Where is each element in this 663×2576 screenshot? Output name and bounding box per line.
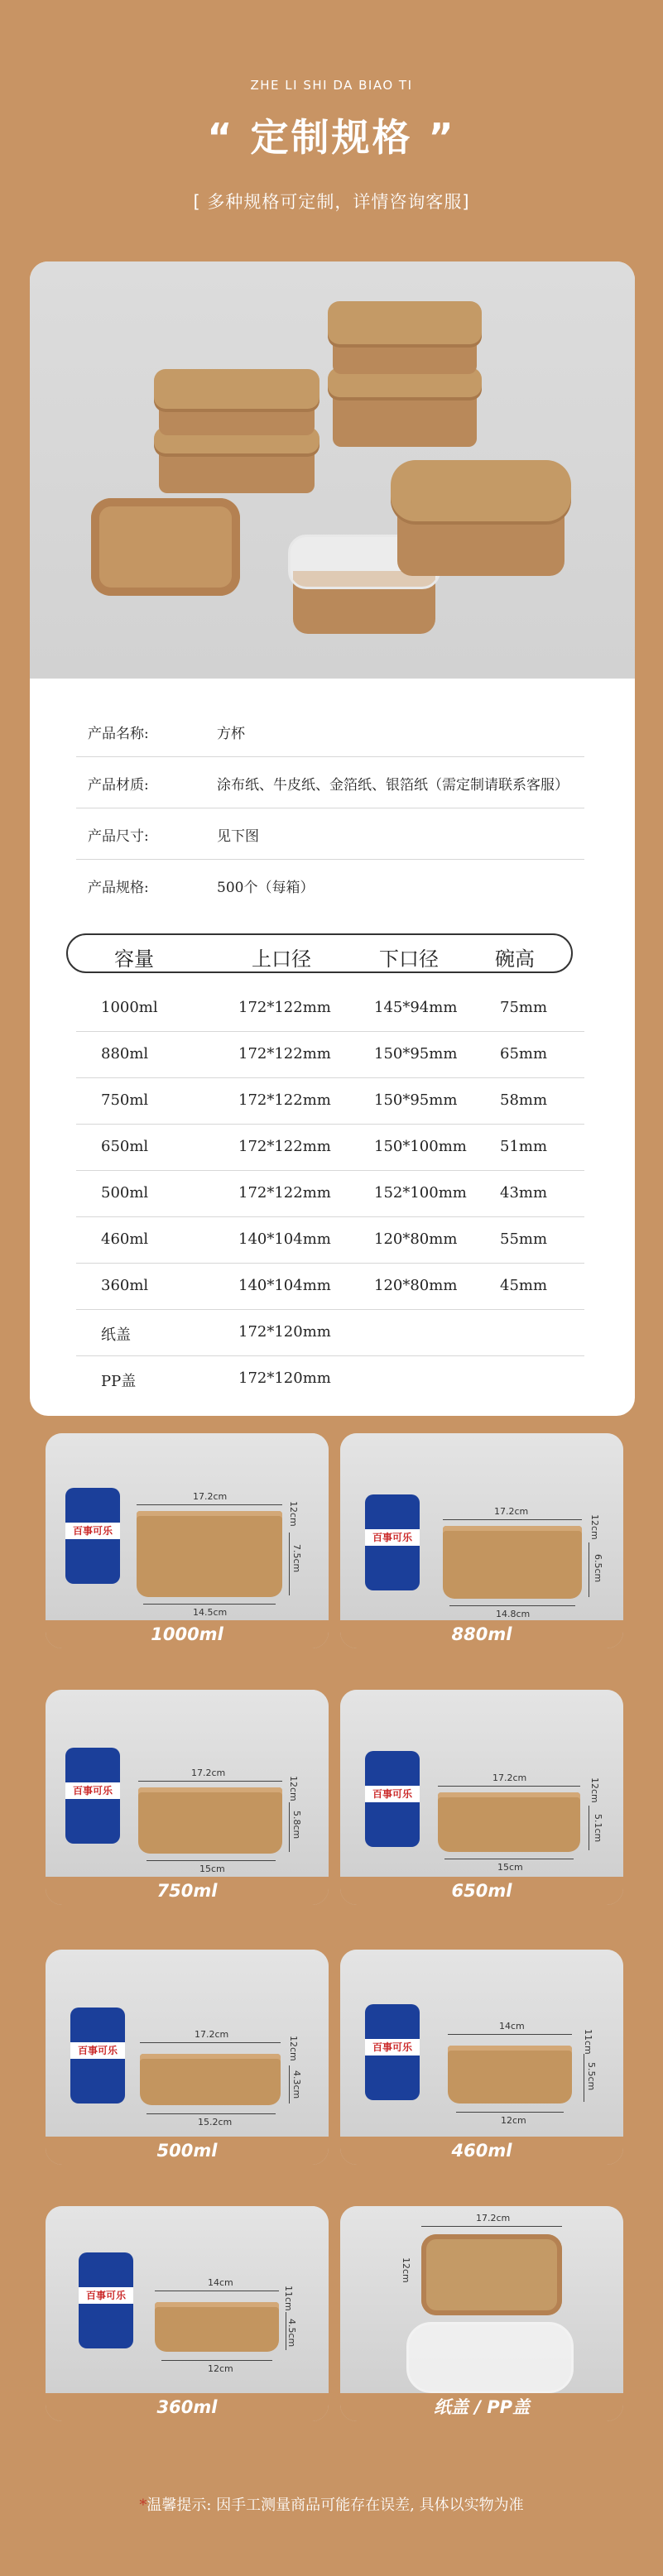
info-label: 产品尺寸:: [88, 828, 149, 845]
cell-height: 58mm: [500, 1091, 548, 1109]
header-pinyin: ZHE LI SHI DA BIAO TI: [250, 78, 413, 93]
cell-bottom: 150*95mm: [374, 1045, 458, 1063]
dim-height: 4.5cm: [286, 2319, 297, 2348]
soda-can-icon: 百事可乐: [365, 2004, 420, 2100]
size-caption: 360ml: [46, 2393, 329, 2421]
info-value: 方杯: [217, 726, 245, 742]
size-photo-460ml: [340, 1950, 623, 2165]
dim-bottom: 12cm: [501, 2115, 526, 2126]
info-value: 见下图: [217, 828, 259, 845]
size-photo-lids: [340, 2206, 623, 2421]
notice-text: 因手工测量商品可能存在误差, 具体以实物为准: [216, 2497, 524, 2514]
dim-height: 5.5cm: [586, 2062, 597, 2091]
page-title: “ 定制规格 ”: [207, 115, 456, 160]
cell-top: 172*122mm: [238, 1045, 331, 1063]
soda-can-icon: 百事可乐: [65, 1748, 120, 1844]
paper-lid: [421, 2234, 562, 2315]
info-label: 产品材质:: [88, 777, 149, 794]
cell-height: 43mm: [500, 1184, 548, 1202]
dim-height: 5.1cm: [593, 1814, 603, 1843]
dim-depth: 11cm: [283, 2286, 294, 2311]
dim-height: 4.3cm: [291, 2070, 302, 2099]
cell-capacity: 1000ml: [101, 999, 158, 1016]
notice-star: *: [139, 2497, 147, 2514]
cell-height: 55mm: [500, 1230, 548, 1248]
cell-top: 172*122mm: [238, 1184, 331, 1202]
size-photo-500ml: [46, 1950, 329, 2165]
info-value: 500个（每箱）: [217, 880, 315, 896]
kraft-tub: [138, 1787, 282, 1854]
dim-depth: 11cm: [583, 2029, 593, 2055]
cell-bottom: 145*94mm: [374, 999, 458, 1016]
col-top-diameter: 上口径: [252, 947, 311, 971]
size-caption: 460ml: [340, 2137, 623, 2165]
dim-depth: 12cm: [288, 1501, 299, 1527]
col-capacity: 容量: [114, 947, 154, 971]
cell-capacity: 750ml: [101, 1091, 149, 1109]
cell-top: 172*122mm: [238, 1091, 331, 1109]
table-row: [76, 985, 584, 1032]
cell-bottom: 150*100mm: [374, 1138, 467, 1155]
table-row: [76, 1031, 584, 1078]
cell-top: 172*122mm: [238, 1138, 331, 1155]
table-row: [76, 1077, 584, 1125]
dim-top: 17.2cm: [193, 1491, 228, 1502]
kraft-tub: [443, 1526, 582, 1599]
dim-bottom: 12cm: [208, 2363, 233, 2374]
soda-can-icon: 百事可乐: [70, 2008, 125, 2103]
size-caption: 纸盖 / PP盖: [340, 2393, 623, 2421]
kraft-box-open: [91, 498, 240, 596]
cell-bottom: 120*80mm: [374, 1277, 458, 1294]
dim-height: 7.5cm: [291, 1544, 302, 1573]
info-row-name: [76, 705, 584, 757]
footer-notice: [0, 2493, 663, 2515]
dim-depth: 12cm: [288, 2036, 299, 2061]
table-row: [76, 1124, 584, 1171]
cell-bottom: 152*100mm: [374, 1184, 467, 1202]
cell-top: 172*120mm: [238, 1323, 331, 1341]
dim-top: 14cm: [208, 2277, 233, 2288]
pp-lid: [406, 2322, 574, 2393]
cell-capacity: 纸盖: [101, 1326, 131, 1344]
info-row-spec: [76, 859, 584, 910]
cell-top: 172*120mm: [238, 1370, 331, 1387]
kraft-box-stack-right: [328, 301, 482, 458]
cell-height: 75mm: [500, 999, 548, 1016]
table-row: [76, 1216, 584, 1264]
header-tagline: [ 多种规格可定制，详情咨询客服]: [193, 192, 470, 212]
info-label: 产品规格:: [88, 880, 149, 896]
soda-can-icon: 百事可乐: [65, 1488, 120, 1584]
table-row: [76, 1170, 584, 1217]
soda-can-icon: 百事可乐: [79, 2252, 133, 2348]
kraft-box-stack-left: [154, 369, 319, 510]
kraft-tub: [140, 2054, 281, 2105]
dim-depth: 12cm: [589, 1514, 600, 1540]
cell-bottom: 120*80mm: [374, 1230, 458, 1248]
cell-height: 45mm: [500, 1277, 548, 1294]
dim-bottom: 14.8cm: [496, 1609, 531, 1619]
col-height: 碗高: [495, 947, 535, 971]
dim-height: 6.5cm: [593, 1554, 603, 1583]
info-value: 涂布纸、牛皮纸、金箔纸、银箔纸（需定制请联系客服）: [217, 777, 569, 794]
kraft-tub: [438, 1792, 580, 1852]
size-photo-650ml: [340, 1690, 623, 1905]
table-row: [76, 1263, 584, 1310]
size-caption: 880ml: [340, 1620, 623, 1648]
size-caption: 750ml: [46, 1877, 329, 1905]
kraft-tub: [137, 1511, 282, 1597]
dim-top: 17.2cm: [494, 1506, 529, 1517]
kraft-tub: [155, 2302, 279, 2352]
cell-capacity: PP盖: [101, 1373, 137, 1390]
dim-depth: 12cm: [589, 1777, 600, 1803]
dim-top: 17.2cm: [191, 1768, 226, 1778]
product-hero-photo: [30, 261, 635, 679]
info-row-size: [76, 808, 584, 860]
notice-prefix: 温馨提示:: [147, 2497, 212, 2514]
cell-bottom: 150*95mm: [374, 1091, 458, 1109]
dim-depth: 12cm: [288, 1776, 299, 1801]
dim-top: 17.2cm: [492, 1772, 527, 1783]
cell-height: 65mm: [500, 1045, 548, 1063]
info-label: 产品名称:: [88, 726, 149, 742]
table-row: [76, 1309, 584, 1356]
col-bottom-diameter: 下口径: [379, 947, 439, 971]
dim-depth: 12cm: [401, 2257, 411, 2283]
cell-capacity: 360ml: [101, 1277, 149, 1294]
table-row: [76, 1355, 584, 1402]
dim-bottom: 14.5cm: [193, 1607, 228, 1618]
size-caption: 1000ml: [46, 1620, 329, 1648]
spec-table-header: [66, 933, 573, 973]
cell-top: 172*122mm: [238, 999, 331, 1016]
cell-capacity: 500ml: [101, 1184, 149, 1202]
soda-can-icon: 百事可乐: [365, 1751, 420, 1847]
size-photo-1000ml: [46, 1433, 329, 1648]
size-photo-880ml: [340, 1433, 623, 1648]
kraft-box-lidded-single: [391, 460, 571, 584]
dim-top: 14cm: [499, 2021, 525, 2032]
cell-capacity: 650ml: [101, 1138, 149, 1155]
cell-height: 51mm: [500, 1138, 548, 1155]
info-row-material: [76, 756, 584, 808]
cell-capacity: 880ml: [101, 1045, 149, 1063]
dim-height: 5.8cm: [291, 1811, 302, 1840]
cell-capacity: 460ml: [101, 1230, 149, 1248]
dim-bottom: 15cm: [199, 1864, 225, 1874]
dim-bottom: 15.2cm: [198, 2117, 233, 2127]
kraft-tub: [448, 2046, 572, 2103]
cell-top: 140*104mm: [238, 1230, 331, 1248]
dim-top: 17.2cm: [195, 2029, 229, 2040]
size-photo-750ml: [46, 1690, 329, 1905]
cell-top: 140*104mm: [238, 1277, 331, 1294]
soda-can-icon: 百事可乐: [365, 1494, 420, 1590]
dim-top: 17.2cm: [476, 2213, 511, 2223]
size-caption: 500ml: [46, 2137, 329, 2165]
dim-bottom: 15cm: [497, 1862, 523, 1873]
size-caption: 650ml: [340, 1877, 623, 1905]
size-photo-360ml: [46, 2206, 329, 2421]
